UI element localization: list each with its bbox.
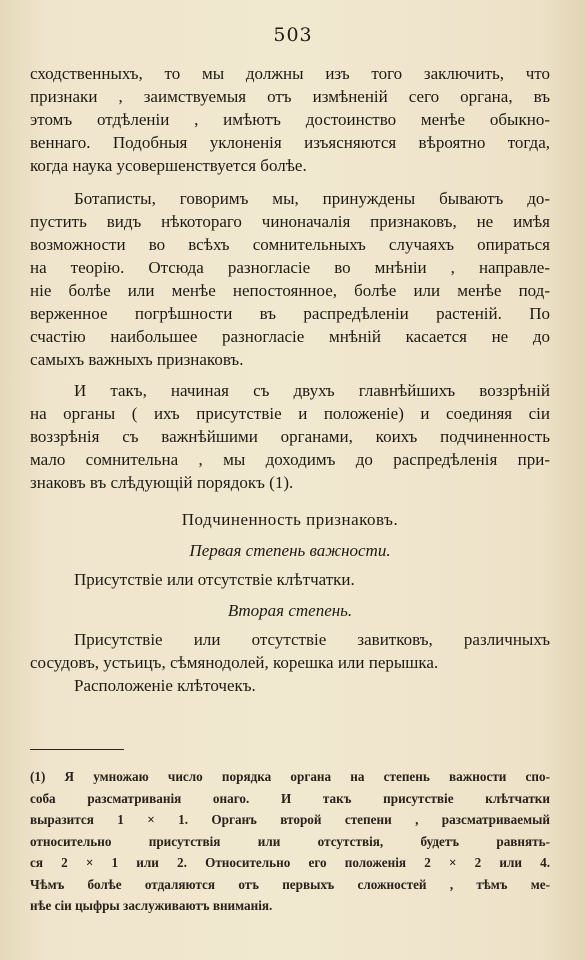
paragraph-2 [30, 187, 550, 371]
page-number: 503 [273, 24, 313, 46]
section-heading: Подчиненность признаковъ. [181, 510, 399, 529]
text-line: И такъ, начиная съ двухъ главнѣйшихъ воззрѣній [74, 381, 550, 400]
paragraph-3 [30, 379, 550, 494]
text-line: пустить видъ нѣкотораго чиноначалія признаковъ, не имѣя [30, 212, 550, 231]
degree-two-text [30, 628, 550, 697]
text-line: веннаго. Подобныя уклоненія изъясняются вѣроятно тогда, [30, 133, 550, 152]
text-line: Ботаписты, говоримъ мы, принуждены бываютъ до- [74, 189, 550, 208]
text-line: на органы ( ихъ присутствіе и положеніе) и соединяя сіи [30, 404, 550, 423]
text-line: сходственныхъ, то мы должны изъ того заключить, что [30, 64, 550, 83]
footnote-line: соба разсматриванія онаго. И такъ присутствіе клѣтчатки [30, 790, 550, 806]
text-line: возможности во всѣхъ сомнительныхъ случаяхъ опираться [30, 235, 550, 254]
text-line: этомъ отдѣленіи , имѣютъ достоинство менѣе обыкно- [30, 110, 550, 129]
footnote-line: нѣе сіи цыфры заслуживаютъ вниманія. [30, 898, 273, 913]
text-line: на теорію. Отсюда разногласіе во мнѣніи , направле- [30, 258, 550, 277]
footnote-line: относительно присутствія или отсутствія, будетъ равнять- [30, 833, 550, 849]
degree-two-title: Вторая степень. [227, 601, 353, 620]
degree-one-text: Присутствіе или отсутствіе клѣтчатки. [74, 570, 355, 589]
text-line: воззрѣнія съ важнѣйшими органами, коихъ подчиненность [30, 427, 550, 446]
text-line: счастію наибольшее разногласіе мнѣній касается не до [30, 327, 550, 346]
text-line: знаковъ въ слѣдующій порядокъ (1). [30, 473, 294, 492]
text-line: Присутствіе или отсутствіе завитковъ, различныхъ [74, 630, 550, 649]
text-line: Расположеніе клѣточекъ. [74, 676, 256, 695]
text-line: когда наука усовершенствуется болѣе. [30, 156, 307, 175]
degree-one-title: Первая степень важности. [189, 541, 391, 560]
text-line: признаки , заимствуемыя отъ измѣненій сего органа, въ [30, 87, 550, 106]
paragraph-1 [30, 62, 550, 177]
main-text [30, 62, 550, 705]
text-line: верженное погрѣшности въ распредѣленіи растеній. По [30, 304, 550, 323]
text-line: ніе болѣе или менѣе непостоянное, болѣе или менѣе под- [30, 281, 550, 300]
footnote-line: ся 2 × 1 или 2. Относительно его положенія 2 × 2 или 4. [30, 855, 550, 870]
footnote-line: Чѣмъ болѣе отдаляются отъ первыхъ сложностей , тѣмъ ме- [30, 876, 550, 892]
text-line: сосудовъ, устьицъ, сѣмянодолей, корешка или перышка. [30, 653, 439, 672]
text-line: самыхъ важныхъ признаковъ. [30, 350, 244, 369]
footnote [30, 766, 550, 917]
footnote-line: (1) Я умножаю число порядка органа на степень важности спо- [30, 769, 550, 784]
footnote-divider [30, 749, 124, 750]
text-line: мало сомнительна , мы доходимъ до распредѣленія при- [30, 450, 550, 469]
footnote-line: выразится 1 × 1. Органъ второй степени , разсматриваемый [30, 812, 550, 827]
